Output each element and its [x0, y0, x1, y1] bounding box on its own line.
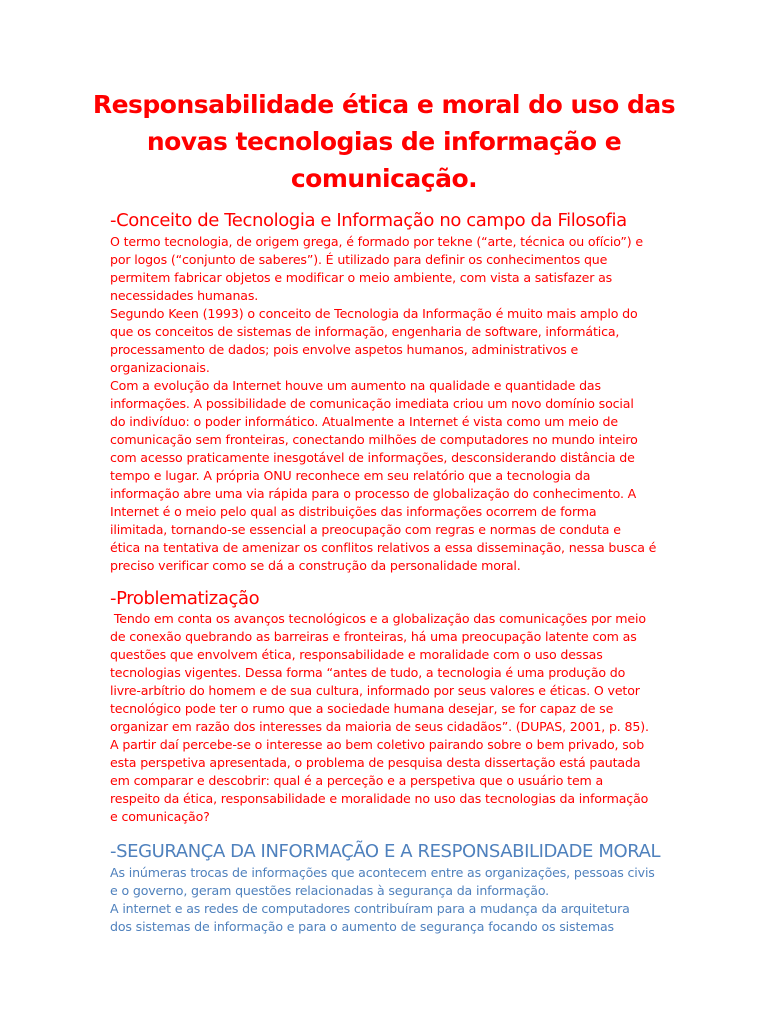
- section-heading-conceito: -Conceito de Tecnologia e Informação no campo da Filosofia: [110, 210, 627, 231]
- text-line: ilimitada, tornando-se essencial a preocupação com regras e normas de conduta e: [110, 522, 621, 537]
- text-line: necessidades humanas.: [110, 288, 259, 303]
- text-line: Tendo em conta os avanços tecnológicos e a globalização das comunicações por meio: [110, 611, 646, 626]
- text-line: esta perspetiva apresentada, o problema de pesquisa desta dissertação está pautada: [110, 755, 641, 770]
- title-line: novas tecnologias de informação e: [146, 127, 622, 156]
- text-line: A partir daí percebe-se o interesse ao bem coletivo pairando sobre o bem privado, sob: [110, 737, 645, 752]
- text-line: O termo tecnologia, de origem grega, é formado por tekne (“arte, técnica ou ofício”) e: [110, 234, 643, 249]
- section-body-conceito: [110, 233, 670, 575]
- title-line: comunicação.: [290, 164, 478, 193]
- text-line: ética na tentativa de amenizar os conflitos relativos a essa disseminação, nessa busca é: [110, 540, 657, 555]
- text-line: informações. A possibilidade de comunicação imediata criou um novo domínio social: [110, 396, 634, 411]
- text-line: permitem fabricar objetos e modificar o meio ambiente, com vista a satisfazer as: [110, 270, 613, 285]
- text-line: e comunicação?: [110, 809, 210, 824]
- section-heading-seguranca: -SEGURANÇA DA INFORMAÇÃO E A RESPONSABILIDADE MORAL: [110, 841, 661, 862]
- text-line: Com a evolução da Internet houve um aumento na qualidade e quantidade das: [110, 378, 601, 393]
- text-line: e o governo, geram questões relacionadas à segurança da informação.: [110, 883, 550, 898]
- text-line: informação abre uma via rápida para o processo de globalização do conhecimento. A: [110, 486, 637, 501]
- text-line: Segundo Keen (1993) o conceito de Tecnologia da Informação é muito mais amplo do: [110, 306, 638, 321]
- text-line: por logos (“conjunto de saberes”). É utilizado para definir os conhecimentos que: [110, 252, 608, 267]
- document-title: [70, 86, 698, 197]
- text-line: livre-arbítrio do homem e de sua cultura, informado por seus valores e éticas. O vetor: [110, 683, 640, 698]
- text-line: comunicação sem fronteiras, conectando milhões de computadores no mundo inteiro: [110, 432, 638, 447]
- text-line: organizacionais.: [110, 360, 210, 375]
- text-line: que os conceitos de sistemas de informação, engenharia de software, informática,: [110, 324, 620, 339]
- text-line: respeito da ética, responsabilidade e moralidade no uso das tecnologias da informação: [110, 791, 649, 806]
- title-line: Responsabilidade ética e moral do uso das: [92, 90, 676, 119]
- text-line: Internet é o meio pelo qual as distribuições das informações ocorrem de forma: [110, 504, 597, 519]
- text-line: organizar em razão dos interesses da maioria de seus cidadãos”. (DUPAS, 2001, p. 85).: [110, 719, 649, 734]
- text-line: com acesso praticamente inesgotável de informações, desconsiderando distância de: [110, 450, 635, 465]
- text-line: de conexão quebrando as barreiras e fronteiras, há uma preocupação latente com as: [110, 629, 637, 644]
- text-line: A internet e as redes de computadores contribuíram para a mudança da arquitetura: [110, 901, 630, 916]
- text-line: tempo e lugar. A própria ONU reconhece em seu relatório que a tecnologia da: [110, 468, 591, 483]
- text-line: processamento de dados; pois envolve aspetos humanos, administrativos e: [110, 342, 579, 357]
- section-heading-problematizacao: -Problematização: [110, 588, 260, 609]
- text-line: preciso verificar como se dá a construção da personalidade moral.: [110, 558, 521, 573]
- text-line: em comparar e descobrir: qual é a perceção e a perspetiva que o usuário tem a: [110, 773, 604, 788]
- text-line: tecnológico pode ter o rumo que a sociedade humana desejar, se for capaz de se: [110, 701, 614, 716]
- text-line: do indivíduo: o poder informático. Atualmente a Internet é vista como um meio de: [110, 414, 618, 429]
- text-line: As inúmeras trocas de informações que acontecem entre as organizações, pessoas civis: [110, 865, 655, 880]
- section-body-seguranca: [110, 864, 670, 936]
- text-line: dos sistemas de informação e para o aumento de segurança focando os sistemas: [110, 919, 614, 934]
- section-body-problematizacao: [110, 610, 670, 826]
- text-line: tecnologias vigentes. Dessa forma “antes de tudo, a tecnologia é uma produção do: [110, 665, 626, 680]
- text-line: questões que envolvem ética, responsabilidade e moralidade com o uso dessas: [110, 647, 603, 662]
